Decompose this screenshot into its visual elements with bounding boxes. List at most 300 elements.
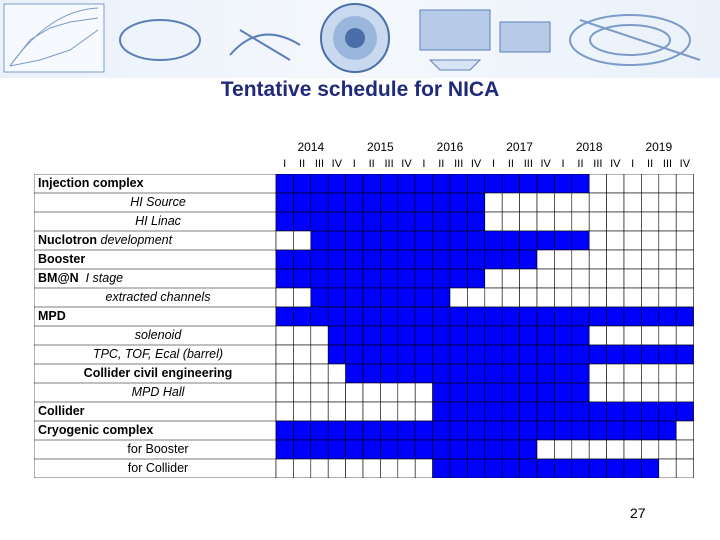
task-label-text: MPD — [38, 309, 66, 323]
schedule-cell-active — [328, 326, 345, 345]
schedule-cell-active — [641, 402, 658, 421]
schedule-cell-active — [346, 231, 363, 250]
schedule-cell-empty — [641, 326, 658, 345]
schedule-cell-empty — [641, 440, 658, 459]
schedule-cell-empty — [537, 269, 554, 288]
schedule-cell-active — [398, 193, 415, 212]
schedule-cell-active — [554, 402, 571, 421]
schedule-cell-active — [276, 440, 293, 459]
schedule-cell-empty — [641, 212, 658, 231]
schedule-cell-active — [433, 402, 450, 421]
schedule-cell-empty — [276, 231, 293, 250]
task-label — [93, 345, 223, 364]
schedule-cell-active — [641, 345, 658, 364]
schedule-cell-active — [502, 402, 519, 421]
schedule-cell-empty — [659, 288, 676, 307]
schedule-cell-empty — [502, 193, 519, 212]
task-label-text: for Booster — [127, 442, 189, 456]
schedule-cell-empty — [676, 440, 693, 459]
schedule-cell-active — [554, 383, 571, 402]
schedule-cell-empty — [624, 231, 641, 250]
schedule-cell-active — [537, 231, 554, 250]
task-label-text: Injection complex — [38, 176, 144, 190]
schedule-cell-empty — [589, 193, 606, 212]
schedule-cell-empty — [607, 193, 624, 212]
schedule-cell-active — [328, 307, 345, 326]
schedule-cell-active — [450, 459, 467, 478]
schedule-cell-active — [450, 440, 467, 459]
schedule-cell-active — [380, 421, 397, 440]
schedule-cell-active — [346, 193, 363, 212]
schedule-cell-active — [467, 383, 484, 402]
schedule-cell-active — [572, 326, 589, 345]
year-label: 2016 — [436, 140, 464, 154]
schedule-cell-active — [572, 345, 589, 364]
schedule-cell-empty — [572, 250, 589, 269]
schedule-cell-active — [607, 307, 624, 326]
schedule-cell-active — [398, 212, 415, 231]
task-label — [38, 269, 123, 288]
schedule-cell-empty — [485, 212, 502, 231]
schedule-cell-empty — [676, 383, 693, 402]
schedule-cell-active — [467, 402, 484, 421]
schedule-cell-empty — [607, 250, 624, 269]
schedule-cell-active — [415, 193, 432, 212]
schedule-cell-active — [537, 364, 554, 383]
schedule-cell-active — [520, 364, 537, 383]
schedule-cell-active — [415, 231, 432, 250]
schedule-cell-empty — [293, 288, 310, 307]
schedule-cell-active — [450, 307, 467, 326]
schedule-cell-empty — [589, 364, 606, 383]
schedule-cell-empty — [537, 288, 554, 307]
schedule-cell-empty — [676, 212, 693, 231]
schedule-cell-active — [467, 326, 484, 345]
year-label: 2018 — [575, 140, 603, 154]
schedule-cell-empty — [467, 288, 484, 307]
schedule-cell-active — [572, 364, 589, 383]
schedule-cell-empty — [659, 269, 676, 288]
schedule-cell-active — [311, 421, 328, 440]
schedule-cell-empty — [676, 174, 693, 193]
schedule-cell-active — [624, 402, 641, 421]
schedule-cell-active — [328, 440, 345, 459]
schedule-cell-active — [520, 250, 537, 269]
schedule-cell-active — [450, 193, 467, 212]
schedule-cell-empty — [676, 250, 693, 269]
schedule-cell-empty — [589, 269, 606, 288]
schedule-cell-empty — [554, 212, 571, 231]
schedule-cell-empty — [415, 402, 432, 421]
schedule-cell-empty — [659, 383, 676, 402]
schedule-cell-active — [415, 440, 432, 459]
schedule-cell-active — [502, 364, 519, 383]
schedule-cell-empty — [520, 212, 537, 231]
schedule-cell-active — [467, 307, 484, 326]
schedule-cell-active — [363, 174, 380, 193]
schedule-cell-empty — [293, 231, 310, 250]
schedule-cell-empty — [676, 193, 693, 212]
quarter-label: I — [491, 158, 496, 170]
schedule-cell-active — [398, 421, 415, 440]
schedule-cell-empty — [276, 459, 293, 478]
schedule-cell-active — [607, 402, 624, 421]
schedule-cell-active — [485, 231, 502, 250]
schedule-cell-active — [293, 440, 310, 459]
schedule-cell-active — [502, 383, 519, 402]
schedule-cell-empty — [398, 459, 415, 478]
quarter-label: II — [368, 158, 375, 170]
task-label — [130, 193, 186, 212]
schedule-cell-empty — [293, 364, 310, 383]
schedule-cell-empty — [572, 212, 589, 231]
schedule-cell-active — [450, 174, 467, 193]
schedule-cell-empty — [624, 212, 641, 231]
schedule-cell-empty — [311, 402, 328, 421]
schedule-cell-empty — [624, 383, 641, 402]
schedule-cell-empty — [311, 345, 328, 364]
schedule-cell-active — [537, 383, 554, 402]
schedule-cell-empty — [363, 459, 380, 478]
schedule-cell-empty — [589, 212, 606, 231]
schedule-cell-empty — [589, 231, 606, 250]
schedule-cell-empty — [659, 440, 676, 459]
schedule-cell-empty — [624, 326, 641, 345]
schedule-cell-empty — [328, 402, 345, 421]
schedule-cell-active — [554, 345, 571, 364]
schedule-cell-empty — [293, 459, 310, 478]
schedule-cell-empty — [346, 459, 363, 478]
schedule-cell-empty — [311, 326, 328, 345]
schedule-cell-active — [363, 269, 380, 288]
task-label-text: for Collider — [127, 461, 189, 475]
schedule-cell-active — [450, 212, 467, 231]
schedule-cell-active — [276, 174, 293, 193]
schedule-cell-empty — [537, 440, 554, 459]
schedule-cell-active — [363, 193, 380, 212]
schedule-cell-empty — [311, 383, 328, 402]
quarter-label: III — [523, 158, 533, 170]
schedule-cell-active — [433, 307, 450, 326]
task-label-text: BM@N — [38, 271, 79, 285]
schedule-cell-empty — [607, 364, 624, 383]
schedule-cell-active — [380, 193, 397, 212]
schedule-cell-active — [485, 459, 502, 478]
schedule-cell-empty — [624, 364, 641, 383]
schedule-cell-active — [589, 307, 606, 326]
schedule-cell-empty — [346, 402, 363, 421]
schedule-cell-empty — [659, 212, 676, 231]
schedule-cell-active — [467, 459, 484, 478]
schedule-cell-active — [659, 345, 676, 364]
schedule-cell-active — [415, 250, 432, 269]
schedule-cell-active — [398, 288, 415, 307]
schedule-cell-empty — [624, 174, 641, 193]
schedule-cell-active — [502, 459, 519, 478]
schedule-cell-empty — [572, 269, 589, 288]
schedule-cell-empty — [520, 269, 537, 288]
schedule-cell-active — [433, 364, 450, 383]
schedule-cell-active — [676, 307, 693, 326]
schedule-cell-active — [502, 174, 519, 193]
schedule-cell-empty — [311, 364, 328, 383]
quarter-label: IV — [610, 158, 621, 170]
schedule-cell-empty — [363, 383, 380, 402]
schedule-cell-active — [293, 307, 310, 326]
schedule-cell-active — [311, 288, 328, 307]
schedule-cell-empty — [328, 364, 345, 383]
schedule-cell-active — [485, 326, 502, 345]
year-label: 2014 — [297, 140, 325, 154]
quarter-label: II — [647, 158, 654, 170]
schedule-cell-empty — [554, 440, 571, 459]
schedule-cell-active — [380, 440, 397, 459]
schedule-cell-empty — [607, 440, 624, 459]
schedule-cell-empty — [676, 288, 693, 307]
schedule-cell-empty — [276, 364, 293, 383]
schedule-cell-empty — [554, 269, 571, 288]
schedule-cell-empty — [641, 250, 658, 269]
schedule-cell-active — [433, 212, 450, 231]
schedule-cell-active — [450, 269, 467, 288]
schedule-cell-active — [398, 269, 415, 288]
schedule-cell-active — [346, 364, 363, 383]
quarter-label: II — [507, 158, 514, 170]
schedule-cell-empty — [589, 174, 606, 193]
schedule-cell-active — [607, 345, 624, 364]
schedule-cell-active — [537, 174, 554, 193]
schedule-cell-active — [363, 307, 380, 326]
schedule-cell-active — [467, 250, 484, 269]
task-label-text: TPC, TOF, Ecal (barrel) — [92, 347, 224, 361]
schedule-cell-empty — [485, 193, 502, 212]
schedule-cell-active — [467, 212, 484, 231]
schedule-cell-active — [380, 345, 397, 364]
schedule-cell-active — [485, 421, 502, 440]
schedule-cell-active — [624, 421, 641, 440]
decorative-banner — [0, 0, 720, 78]
schedule-cell-active — [380, 307, 397, 326]
schedule-cell-active — [520, 307, 537, 326]
schedule-cell-active — [537, 402, 554, 421]
schedule-cell-active — [398, 440, 415, 459]
quarter-label: I — [283, 158, 287, 170]
schedule-cell-active — [311, 250, 328, 269]
schedule-cell-active — [398, 250, 415, 269]
schedule-cell-active — [328, 174, 345, 193]
task-label-text: Collider civil engineering — [83, 366, 233, 380]
schedule-cell-active — [380, 212, 397, 231]
schedule-cell-empty — [293, 383, 310, 402]
schedule-cell-empty — [502, 269, 519, 288]
schedule-cell-empty — [293, 326, 310, 345]
task-label-text: development — [97, 233, 173, 247]
schedule-cell-active — [363, 440, 380, 459]
schedule-cell-active — [415, 421, 432, 440]
schedule-cell-active — [398, 174, 415, 193]
schedule-cell-active — [485, 364, 502, 383]
schedule-cell-empty — [415, 383, 432, 402]
schedule-cell-active — [398, 364, 415, 383]
schedule-cell-empty — [589, 326, 606, 345]
quarter-label: I — [352, 158, 356, 170]
schedule-cell-empty — [485, 269, 502, 288]
schedule-cell-active — [467, 345, 484, 364]
schedule-cell-active — [485, 383, 502, 402]
year-label: 2019 — [645, 140, 673, 154]
schedule-cell-active — [450, 326, 467, 345]
schedule-cell-active — [328, 269, 345, 288]
schedule-cell-empty — [537, 250, 554, 269]
schedule-cell-active — [433, 288, 450, 307]
schedule-cell-empty — [328, 383, 345, 402]
schedule-cell-active — [363, 421, 380, 440]
schedule-cell-active — [467, 421, 484, 440]
schedule-cell-active — [328, 345, 345, 364]
schedule-cell-empty — [607, 383, 624, 402]
schedule-cell-active — [363, 364, 380, 383]
schedule-cell-active — [415, 364, 432, 383]
task-label-text: Cryogenic complex — [38, 423, 154, 437]
schedule-cell-empty — [607, 288, 624, 307]
schedule-cell-active — [328, 250, 345, 269]
task-label — [38, 402, 85, 421]
schedule-cell-active — [415, 345, 432, 364]
schedule-cell-active — [641, 421, 658, 440]
schedule-cell-empty — [554, 288, 571, 307]
quarter-label: IV — [540, 158, 551, 170]
schedule-cell-active — [572, 231, 589, 250]
schedule-cell-empty — [676, 326, 693, 345]
schedule-cell-active — [363, 231, 380, 250]
schedule-cell-empty — [276, 383, 293, 402]
task-label — [38, 307, 66, 326]
schedule-cell-active — [311, 193, 328, 212]
quarter-label: III — [314, 158, 325, 170]
schedule-cell-active — [485, 250, 502, 269]
schedule-cell-empty — [589, 250, 606, 269]
schedule-cell-empty — [554, 193, 571, 212]
schedule-cell-active — [467, 193, 484, 212]
schedule-cell-empty — [572, 288, 589, 307]
year-label: 2017 — [506, 140, 533, 154]
quarter-label: III — [662, 158, 673, 170]
task-label — [135, 212, 181, 231]
schedule-cell-active — [433, 326, 450, 345]
schedule-cell-active — [311, 269, 328, 288]
schedule-cell-active — [363, 345, 380, 364]
schedule-cell-active — [676, 345, 693, 364]
schedule-cell-active — [641, 307, 658, 326]
task-label — [135, 326, 182, 345]
schedule-cell-active — [380, 326, 397, 345]
schedule-cell-active — [450, 402, 467, 421]
schedule-cell-active — [537, 307, 554, 326]
schedule-cell-active — [276, 193, 293, 212]
schedule-cell-active — [607, 459, 624, 478]
schedule-cell-active — [520, 174, 537, 193]
schedule-cell-active — [276, 250, 293, 269]
quarter-label: IV — [331, 158, 343, 170]
schedule-cell-empty — [676, 231, 693, 250]
schedule-cell-active — [467, 174, 484, 193]
schedule-cell-empty — [659, 326, 676, 345]
schedule-cell-active — [537, 326, 554, 345]
schedule-cell-empty — [676, 269, 693, 288]
schedule-cell-active — [520, 459, 537, 478]
schedule-cell-empty — [276, 402, 293, 421]
schedule-cell-active — [624, 459, 641, 478]
schedule-cell-active — [346, 250, 363, 269]
schedule-cell-active — [398, 231, 415, 250]
schedule-cell-empty — [502, 212, 519, 231]
schedule-cell-empty — [398, 402, 415, 421]
schedule-cell-empty — [676, 421, 693, 440]
schedule-cell-active — [293, 193, 310, 212]
schedule-cell-active — [641, 459, 658, 478]
schedule-cell-active — [554, 326, 571, 345]
schedule-cell-empty — [676, 364, 693, 383]
schedule-cell-active — [328, 231, 345, 250]
schedule-cell-active — [363, 250, 380, 269]
schedule-cell-active — [572, 174, 589, 193]
schedule-cell-active — [502, 326, 519, 345]
schedule-cell-empty — [572, 440, 589, 459]
schedule-cell-empty — [589, 440, 606, 459]
schedule-cell-active — [276, 269, 293, 288]
schedule-cell-active — [433, 231, 450, 250]
task-label-text: HI Source — [130, 195, 186, 209]
schedule-cell-empty — [641, 174, 658, 193]
schedule-cell-active — [346, 307, 363, 326]
schedule-cell-active — [572, 421, 589, 440]
detector-graphic — [321, 4, 389, 72]
schedule-cell-active — [572, 307, 589, 326]
quarter-label: III — [593, 158, 603, 170]
schedule-cell-empty — [641, 193, 658, 212]
schedule-cell-empty — [607, 326, 624, 345]
schedule-cell-active — [520, 383, 537, 402]
schedule-cell-active — [276, 212, 293, 231]
schedule-cell-active — [659, 402, 676, 421]
task-label — [127, 440, 188, 459]
schedule-cell-active — [293, 250, 310, 269]
schedule-cell-active — [485, 345, 502, 364]
schedule-cell-active — [328, 212, 345, 231]
schedule-cell-empty — [346, 383, 363, 402]
schedule-cell-active — [537, 421, 554, 440]
schedule-cell-active — [415, 174, 432, 193]
quarter-label: IV — [679, 158, 691, 170]
schedule-cell-active — [380, 250, 397, 269]
schedule-cell-active — [346, 345, 363, 364]
schedule-cell-active — [467, 440, 484, 459]
schedule-cell-active — [572, 383, 589, 402]
task-label — [128, 459, 188, 478]
schedule-cell-empty — [502, 288, 519, 307]
schedule-cell-active — [485, 440, 502, 459]
schedule-cell-empty — [572, 193, 589, 212]
schedule-cell-active — [346, 326, 363, 345]
schedule-cell-empty — [641, 383, 658, 402]
schedule-cell-active — [502, 307, 519, 326]
schedule-cell-active — [398, 307, 415, 326]
quarter-label: I — [631, 158, 635, 170]
schedule-cell-active — [659, 421, 676, 440]
schedule-cell-active — [380, 364, 397, 383]
schedule-cell-active — [554, 307, 571, 326]
schedule-cell-active — [363, 212, 380, 231]
